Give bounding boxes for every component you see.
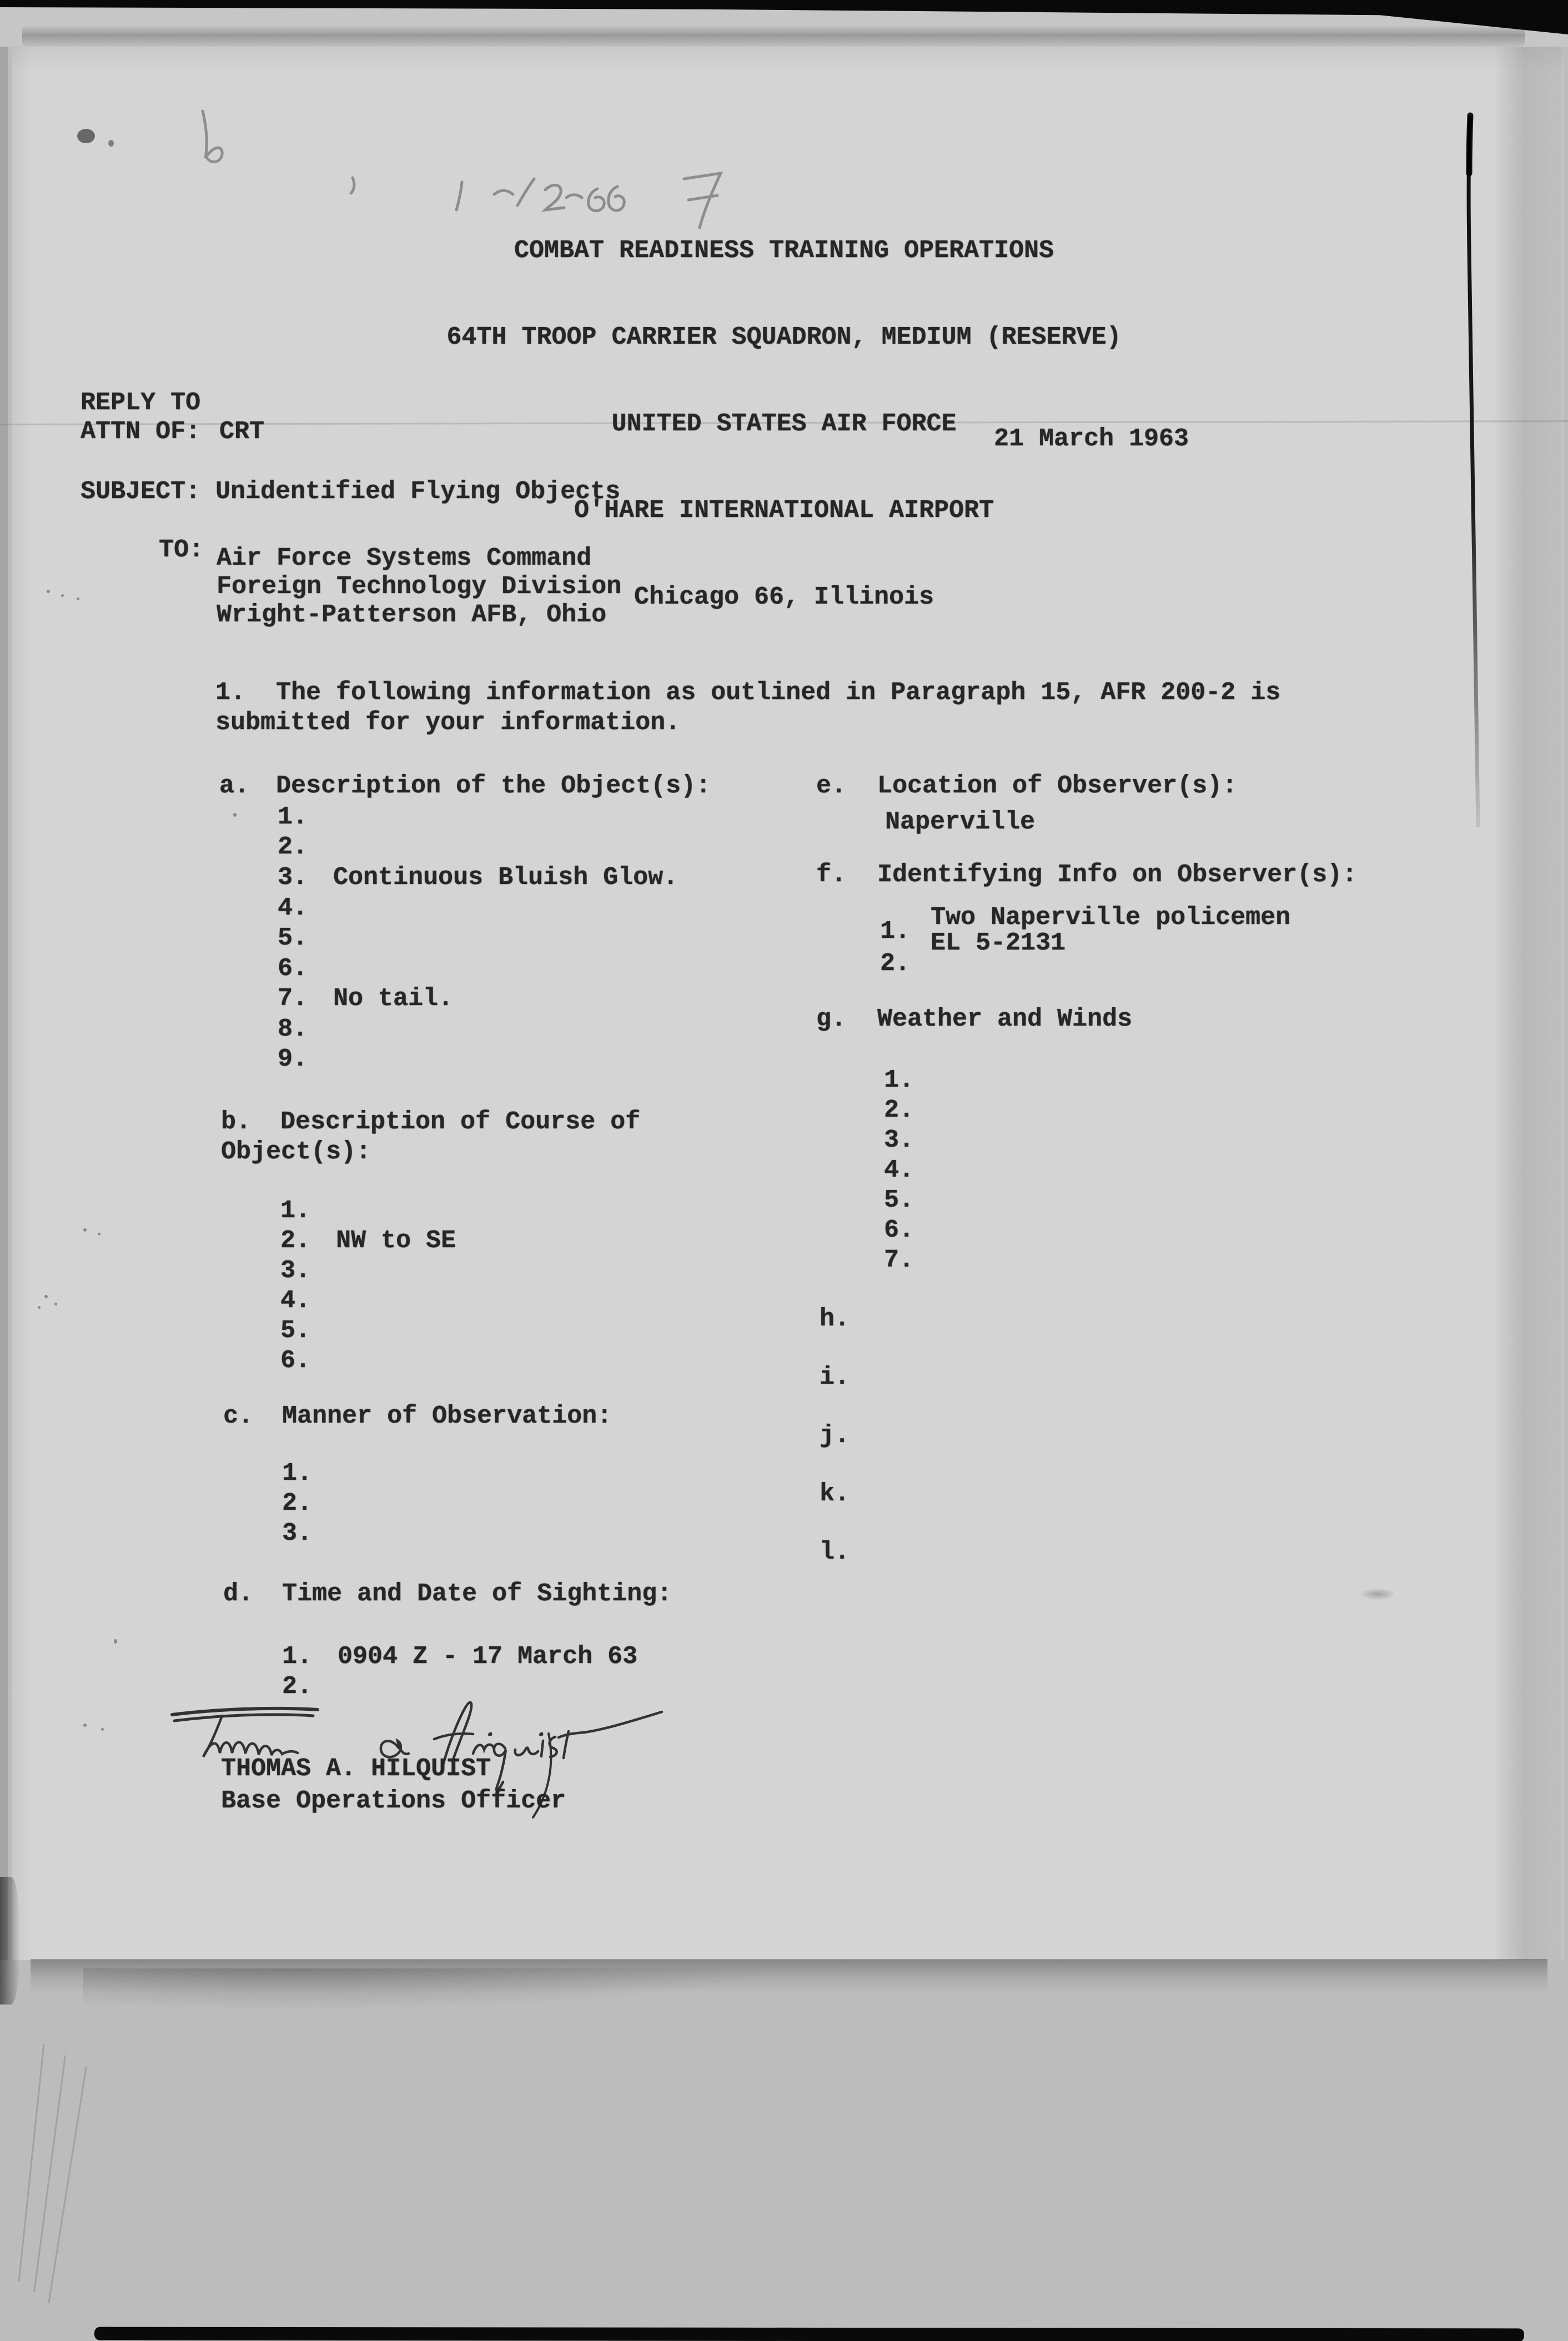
paper-top-edge-shadow [22,26,1525,47]
list-item-number: 4. [278,894,308,922]
list-item-number: 5. [278,924,308,952]
list-item-text: Two Naperville policemen [931,903,1291,932]
list-item [280,1287,336,1315]
list-item-number: 2. [880,950,911,978]
list-item [278,894,333,923]
section-b-title: Description of Course of [280,1108,641,1136]
scan-artifact-speck [38,1306,41,1309]
list-item-number: 2. [278,833,308,861]
scan-artifact-smudge [1359,1588,1396,1600]
scan-artifact-speck [44,1295,48,1298]
list-item [278,1015,333,1044]
scan-artifact-speck [233,813,237,817]
scan-artifact-speck [47,590,50,593]
section-f-title: Identifying Info on Observer(s): [877,861,1358,889]
list-item-number: 3. [280,1257,311,1285]
section-b-title-line2: Object(s): [221,1138,371,1166]
letterhead-line-1: COMBAT READINESS TRAINING OPERATIONS [514,237,1054,265]
to-address-line: Air Force Systems Command [217,544,592,572]
list-item-number: 1. [280,1197,311,1225]
section-c-letter: c. [223,1402,254,1430]
section-e-title: Location of Observer(s): [877,772,1238,800]
section-g-letter: g. [816,1005,847,1033]
list-item-text: No tail. [333,984,454,1013]
list-item [278,863,678,892]
paragraph-line: The following information as outlined in Paragraph 15, AFR 200-2 is [276,679,1281,707]
list-item-number: 7. [278,984,308,1013]
scan-artifact-speck [101,1728,104,1731]
list-item-number: 4. [884,1156,914,1184]
list-item [278,803,333,832]
signature-typed-name: THOMAS A. HILQUIST [221,1755,491,1783]
scan-artifact-speck [77,597,79,600]
list-item-number: 4. [280,1287,311,1315]
list-item [280,1227,456,1255]
paper-right-fold-shading [1494,47,1561,1960]
letterhead-line-3: UNITED STATES AIR FORCE [611,410,957,438]
paper-bottom-edge-shadow-soft [83,1968,777,2010]
list-item-number: 1. [278,803,308,831]
scan-artifact-speck [98,1233,100,1235]
scan-artifact-speck [83,1724,87,1727]
scan-artifact-speck [54,1303,57,1305]
list-item [282,1519,338,1548]
signature-typed-title: Base Operations Officer [221,1787,566,1815]
section-l-letter: l. [820,1538,850,1566]
section-g-title: Weather and Winds [877,1005,1133,1033]
paragraph-line: submitted for your information. [215,709,681,737]
scan-artifact-left-blob [0,1877,20,2005]
list-item [280,1317,336,1345]
section-i-letter: i. [820,1363,850,1391]
reply-to-label: REPLY TO [81,389,201,417]
section-d-letter: d. [223,1580,254,1608]
subject-value: Unidentified Flying Objects [215,478,621,506]
attn-of-label: ATTN OF: [81,418,201,446]
scan-artifact-speck [61,594,64,597]
section-e-value: Naperville [885,808,1036,836]
letterhead-line-4: O'HARE INTERNATIONAL AIRPORT [574,496,994,525]
list-item-number: 1. [880,917,911,946]
list-item-text: NW to SE [336,1227,456,1255]
list-item-number: 3. [282,1519,313,1548]
list-item-number: 1. [884,1066,914,1094]
scan-artifact-speck [114,1639,117,1644]
list-item-number: 1. [282,1642,313,1671]
list-item-number: 8. [278,1015,308,1043]
list-item-number: 6. [884,1216,914,1244]
section-k-letter: k. [820,1480,850,1508]
list-item [282,1459,338,1488]
list-item [278,955,333,983]
list-item-number: 9. [278,1045,308,1073]
list-item-number: 5. [884,1186,914,1214]
scan-artifact-speck [83,1228,87,1232]
list-item-number: 5. [280,1317,311,1345]
list-item [282,1642,637,1671]
to-address-line: Wright-Patterson AFB, Ohio [217,601,607,629]
list-item [278,924,333,953]
list-item-number: 2. [282,1672,313,1701]
scan-artifact-left-edge [0,47,8,1960]
list-item-number: 2. [884,1096,914,1124]
list-item-number: 2. [280,1227,311,1255]
list-item-number: 3. [278,863,308,892]
list-item-text: Continuous Bluish Glow. [333,863,679,892]
list-item [280,1257,336,1285]
subject-label: SUBJECT: [81,478,201,506]
list-item [280,1347,336,1375]
list-item [278,833,333,862]
list-item-number: 6. [278,955,308,983]
letterhead-line-5: Chicago 66, Illinois [634,583,934,611]
section-d-title: Time and Date of Sighting: [282,1580,672,1608]
office-symbol: CRT [219,418,265,446]
section-e-letter: e. [816,772,847,800]
date: 21 March 1963 [994,425,1189,453]
section-f-letter: f. [816,861,847,889]
paragraph-number: 1. [215,679,246,707]
scan-artifact-vertical-line [1441,106,1502,838]
list-item-number: 6. [280,1347,311,1375]
section-c-title: Manner of Observation: [282,1402,612,1430]
to-label: TO: [159,536,204,564]
list-item-number: 7. [884,1246,914,1274]
list-item-number: 3. [884,1126,914,1154]
scan-artifact-scratch [48,2067,87,2303]
scan-artifact-bottom-strip [94,2327,1524,2341]
section-j-letter: j. [820,1421,850,1450]
list-item [280,1197,336,1225]
section-a-title: Description of the Object(s): [276,772,711,800]
list-item [278,984,453,1013]
list-item-number: 2. [282,1489,313,1518]
section-a-letter: a. [219,772,250,800]
list-item-text: 0904 Z - 17 March 63 [338,1642,638,1671]
list-item [282,1489,338,1518]
letterhead-line-2: 64TH TROOP CARRIER SQUADRON, MEDIUM (RESERVE) [446,323,1122,351]
list-item-number: 1. [282,1459,313,1488]
list-item [278,1045,333,1074]
section-b-letter: b. [221,1108,252,1136]
list-item-text: EL 5-2131 [931,929,1066,957]
section-h-letter: h. [820,1305,850,1333]
to-address-line: Foreign Technology Division [217,572,622,601]
